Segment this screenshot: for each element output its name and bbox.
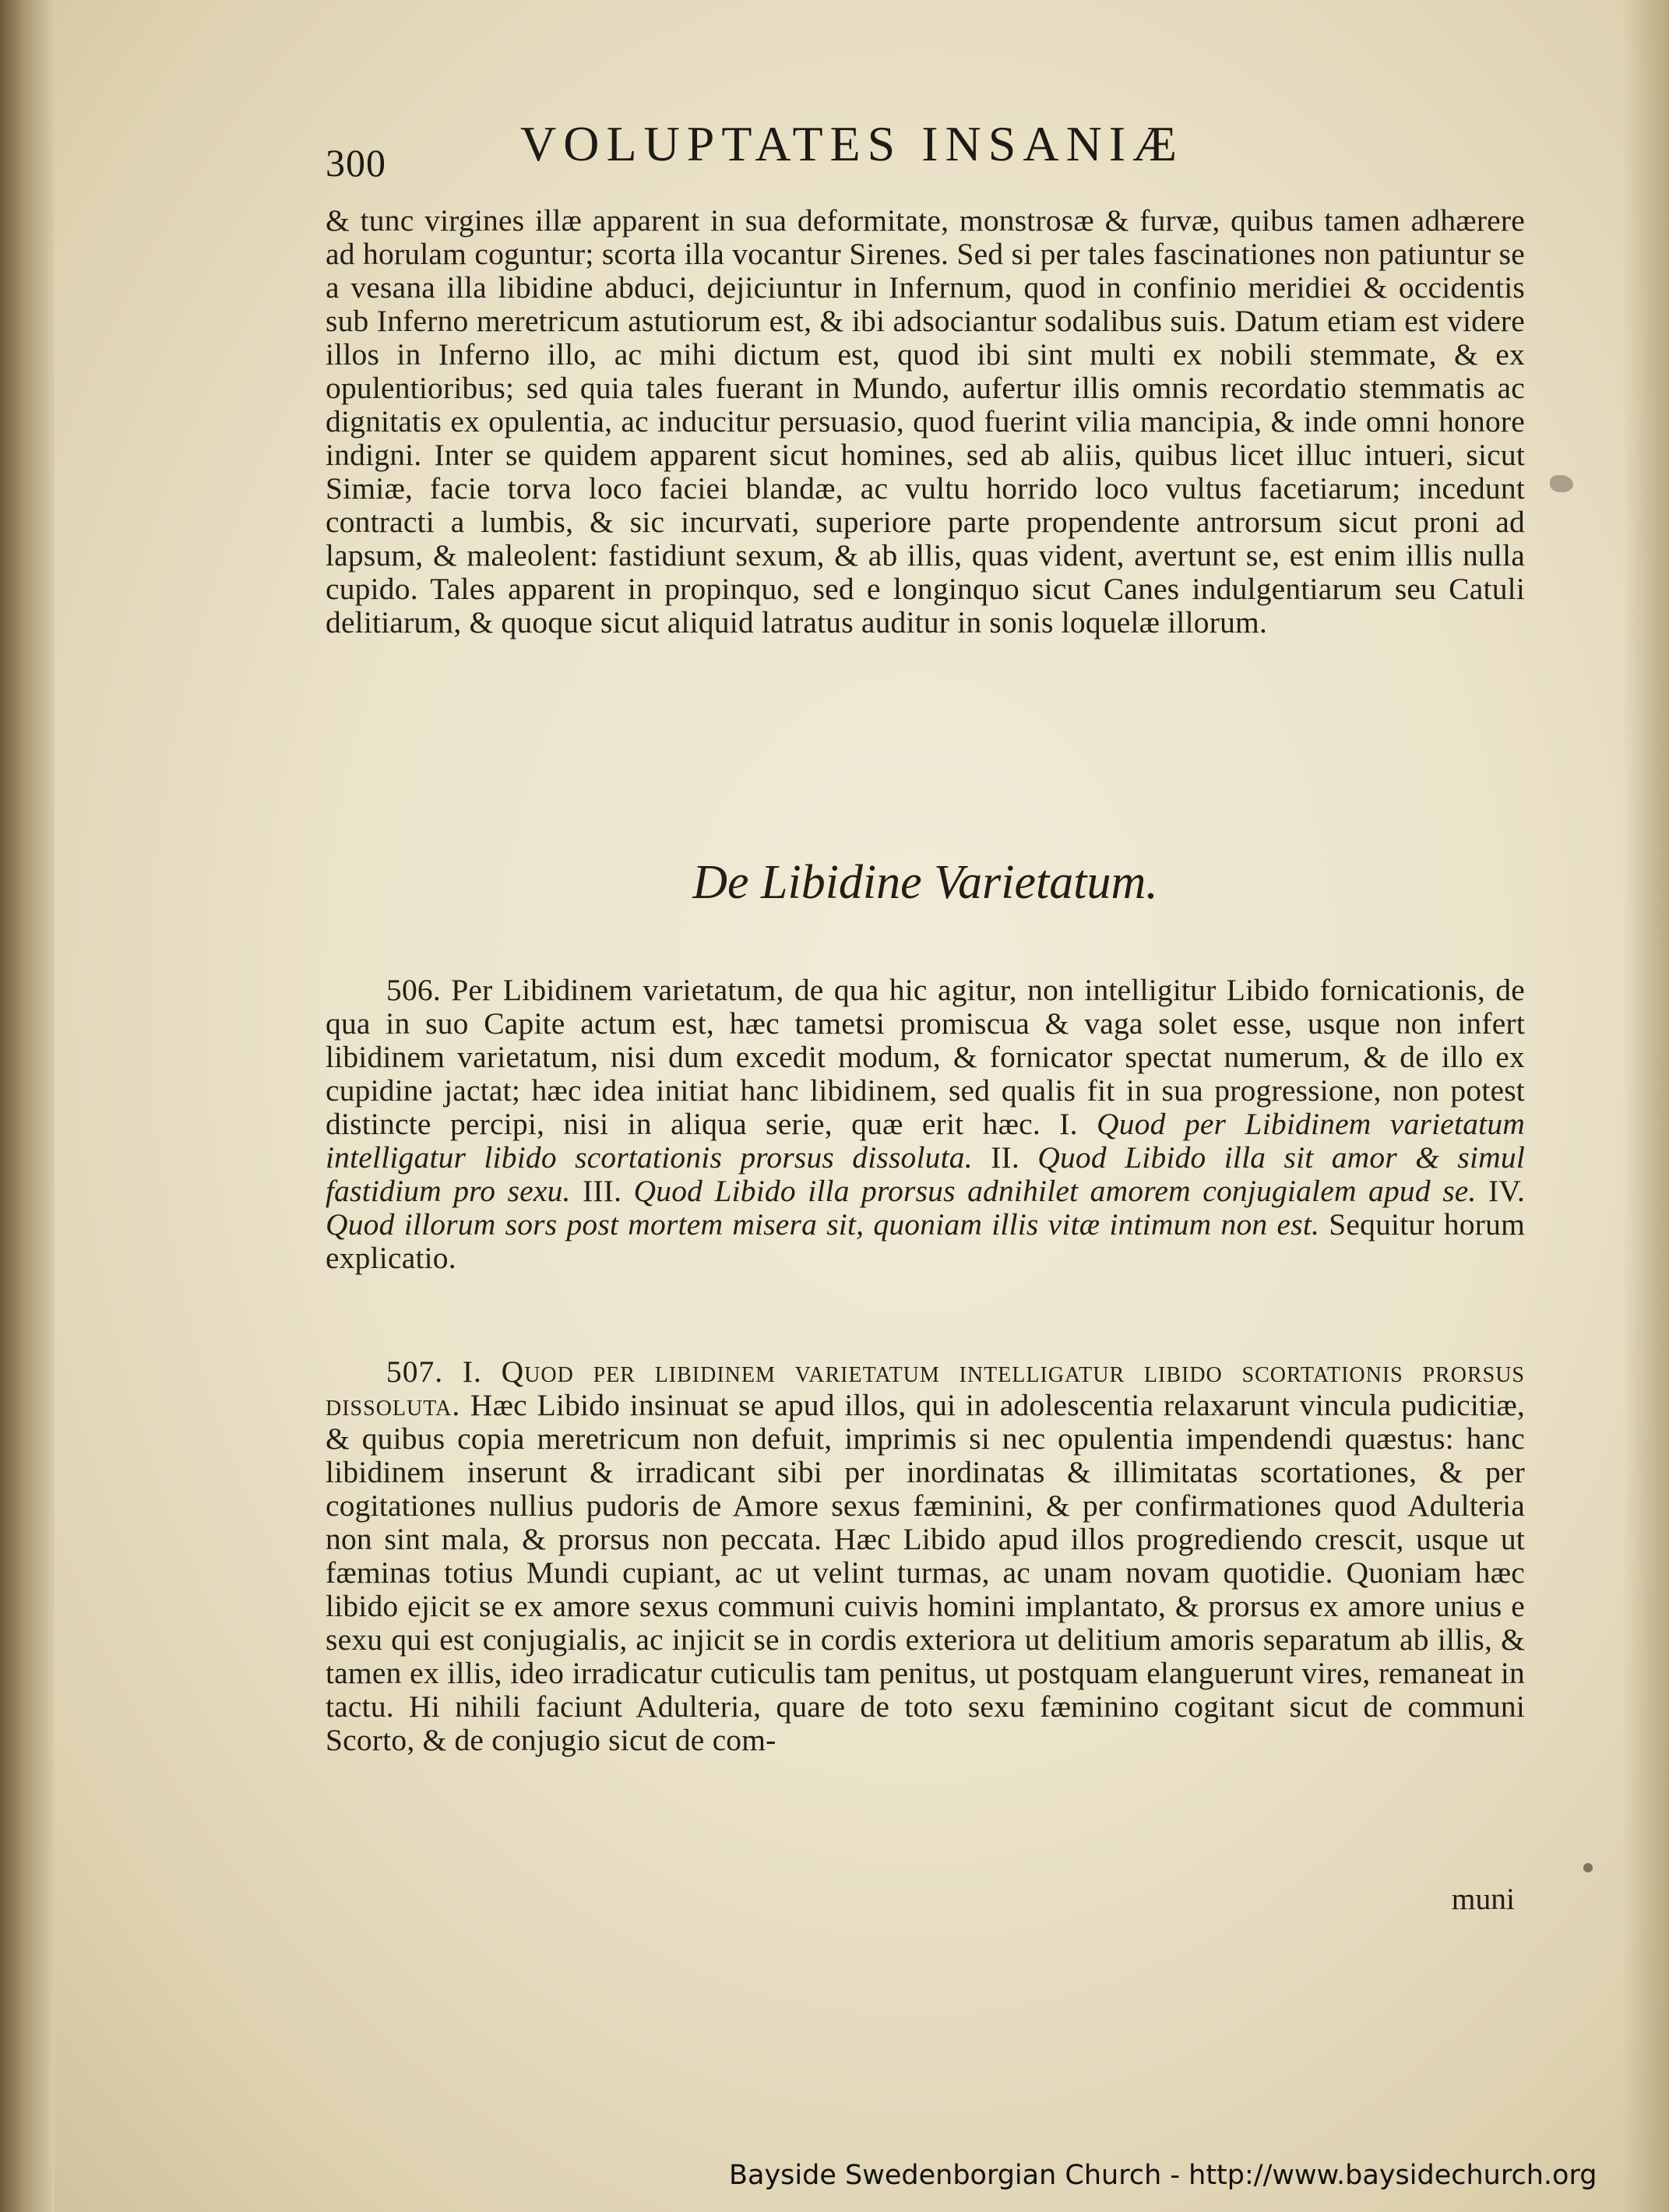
page-number: 300 bbox=[326, 141, 386, 185]
website-credit: Bayside Swedenborgian Church - http://www.baysidechurch.org bbox=[729, 2160, 1597, 2191]
para-506-point-3: Quod Libido illa prorsus adnihilet amorem conjugialem apud se. bbox=[633, 1174, 1477, 1208]
paragraph-506 bbox=[326, 974, 1525, 1275]
para-506-point-4: Quod illorum sors post mortem misera sit, quoniam illis vitæ intimum non est. bbox=[326, 1207, 1320, 1242]
paragraph-507 bbox=[326, 1355, 1525, 1757]
ink-stain bbox=[1550, 475, 1573, 492]
page-edge-shadow bbox=[1622, 0, 1669, 2212]
para-507-body: Hæc Libido insinuat se apud illos, qui in adolescentia relaxarunt vincula pudicitiæ, & quibus copia meretricum non defuit, imprimis si nec opulentia impendendi quæstus: hanc libidinem inserunt & irradicant sibi per inordinatas & illimitatas scortationes, & per cogitationes nullius pudoris de Amore sexus fæminini, & per confirmationes quod Adulteria non sint mala, & prorsus non peccata. Hæc Libido apud illos progrediendo crescit, usque ut fæminas totius Mundi cupiant, ac ut velint turmas, ac unam novam quotidie. Quoniam hæc libido ejicit se ex amore sexus communi cuivis homini implantato, & prorsus ex amore unius e sexu qui est conjugialis, ac injicit se in cordis exteriora ut delitium amoris separatum ab illis, & tamen ex illis, ideo irradicatur cuticulis tam penitus, ut postquam elanguerunt vires, remaneat in tactu. Hi nihili faciunt Adulteria, quare de toto sexu fæminino cogitant sicut de communi Scorto, & de conjugio sicut de com- bbox=[326, 1388, 1526, 1757]
para-506-point-2: Quod Libido illa sit amor & simul fastidium pro sexu. bbox=[326, 1140, 1526, 1208]
catchword: muni bbox=[1451, 1882, 1515, 1916]
para-506-numeral-3: III. bbox=[583, 1174, 622, 1208]
para-506-numeral-2: II. bbox=[991, 1140, 1019, 1175]
para-506-point-1: Quod per Libidinem varietatum intelligatur libido scortationis prorsus dissoluta. bbox=[326, 1107, 1525, 1175]
section-heading: De Libidine Varietatum. bbox=[692, 856, 1158, 909]
running-head bbox=[326, 115, 1509, 185]
binding-gutter bbox=[0, 0, 55, 2212]
running-title: VOLUPTATES INSANIÆ bbox=[520, 116, 1184, 171]
para-506-closing: Sequitur horum explicatio. bbox=[326, 1207, 1526, 1275]
para-506-numeral-4: IV. bbox=[1488, 1174, 1526, 1208]
para-507-heading: 507. I. Quod per libidinem varietatum intelligatur libido scortationis prorsus dissoluta. bbox=[326, 1354, 1525, 1422]
margin-mark bbox=[1583, 1863, 1593, 1872]
para-506-text: 506. Per Libidinem varietatum, de qua hic agitur, non intelligitur Libido fornicationis, de qua in suo Capite actum est, hæc tametsi promiscua & vaga solet esse, usque non infert libidinem varietatum, nisi dum excedit modum, & fornicator spectat numerum, & de illo ex cupidine jactat; hæc idea initiat hanc libidinem, sed qualis fit in sua progressione, non potest distincte percipi, nisi in aliqua serie, quæ erit hæc. I. bbox=[326, 973, 1525, 1141]
paragraph-continuation: & tunc virgines illæ apparent in sua deformitate, monstrosæ & furvæ, quibus tamen adhærere ad horulam coguntur; scorta illa vocantur Sirenes. Sed si per tales fascinationes non patiuntur se a vesana illa libidine abduci, dejiciuntur in Infernum, quod in confinio meridiei & occidentis sub Inferno meretricum astutiorum est, & ibi adsociantur sodalibus suis. Datum etiam est videre illos in Inferno illo, ac mihi dictum est, quod ibi sint multi ex nobili stemmate, & ex opulentioribus; sed quia tales fuerant in Mundo, aufertur illis omnis recordatio stemmatis ac dignitatis ex opulentia, ac inducitur persuasio, quod fuerint vilia mancipia, & inde omni honore indigni. Inter se quidem apparent sicut homines, sed ab aliis, quibus licet illuc intueri, sicut Simiæ, facie torva loco faciei blandæ, ac vultu horrido loco vultus facetiarum; incedunt contracti a lumbis, & sic incurvati, superiore parte propendente antrorsum sicut proni ad lapsum, & maleolent: fastidiunt sexum, & ab illis, quas vident, avertunt se, est enim illis nulla cupido. Tales apparent in propinquo, sed e longinquo sicut Canes indulgentiarum seu Catuli delitiarum, & quoque sicut aliquid latratus auditur in sonis loquelæ illorum. bbox=[326, 203, 1525, 639]
